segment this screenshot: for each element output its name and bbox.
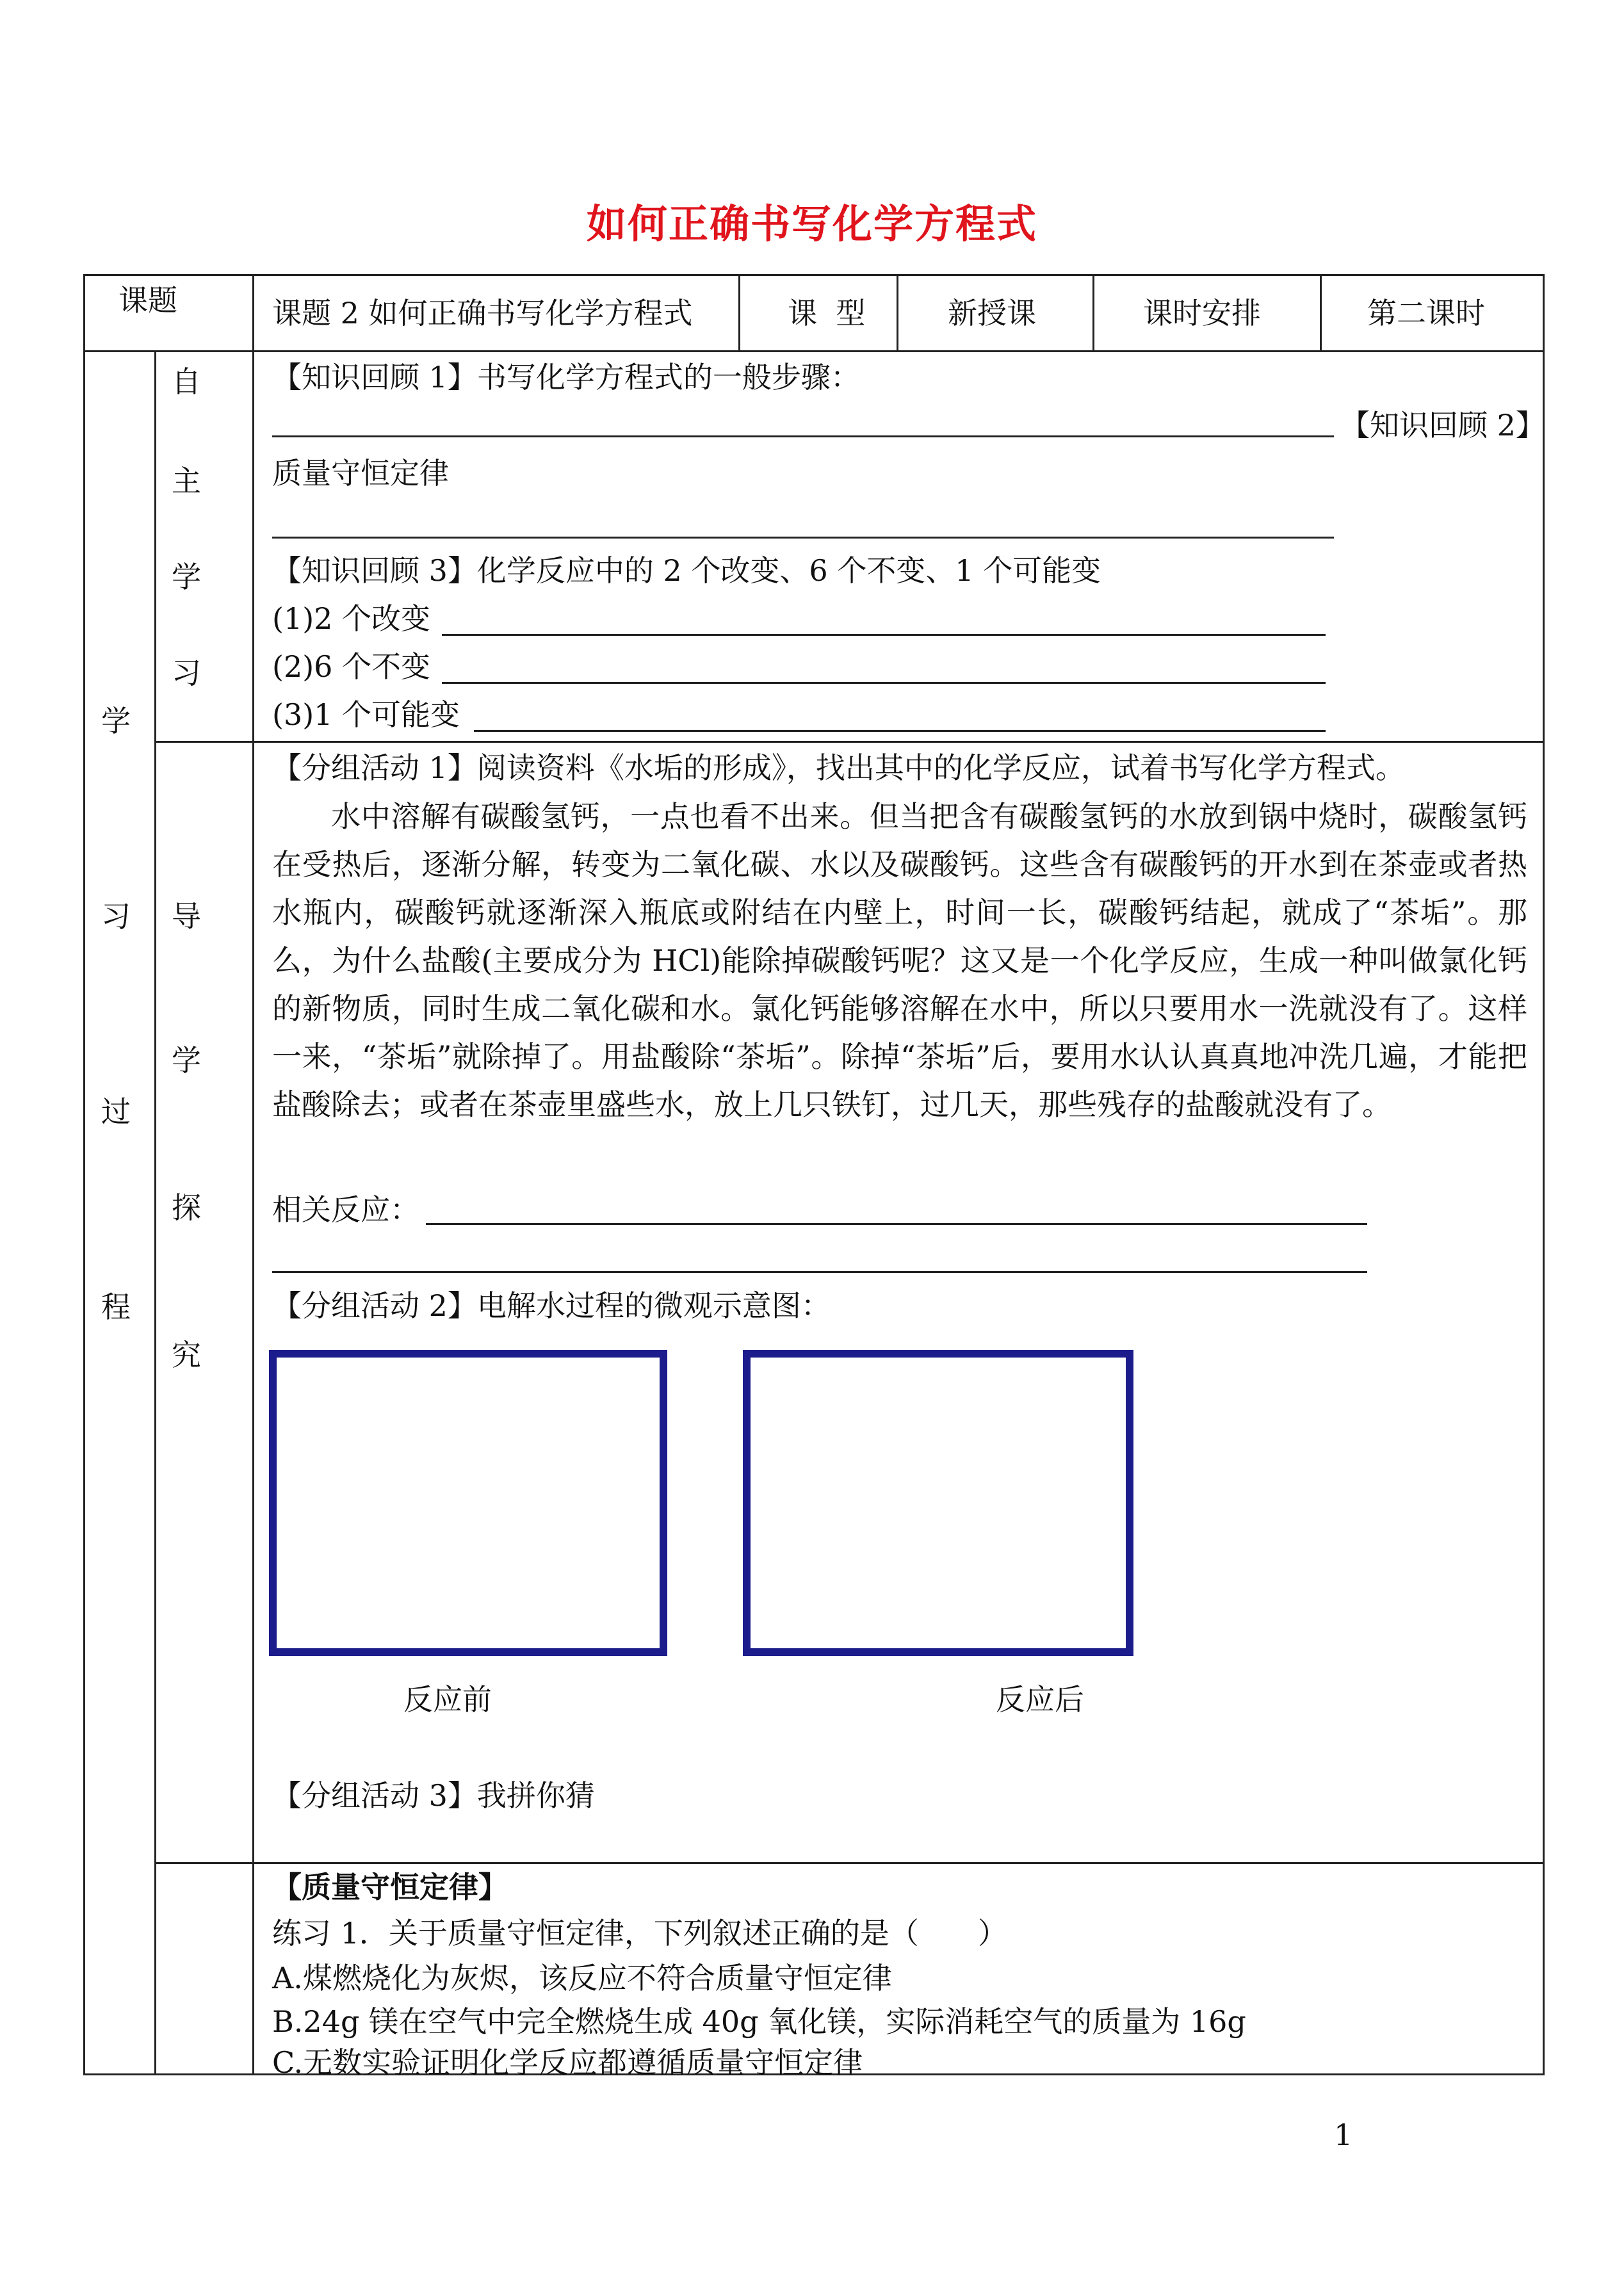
side-label-guided-4: 究 <box>172 1338 201 1372</box>
review-3: 【知识回顾 3】化学反应中的 2 个改变、6 个不变、1 个可能变 <box>272 553 1101 588</box>
activity1-related: 相关反应： <box>272 1192 419 1227</box>
side-label-process-2: 习 <box>101 899 131 934</box>
option-b: B.24g 镁在空气中完全燃烧生成 40g 氧化镁，实际消耗空气的质量为 16g <box>272 2004 1246 2039</box>
page-title: 如何正确书写化学方程式 <box>586 200 1037 247</box>
after-reaction-box <box>743 1350 1133 1656</box>
activity1-reading: 水中溶解有碳酸氢钙，一点也看不出来。但当把含有碳酸氢钙的水放到锅中烧时，碳酸氢钙在受热后，逐渐分解，转变为二氧化碳、水以及碳酸钙。这些含有碳酸钙的开水到在茶壶或者热水瓶内，碳酸钙就逐渐深入瓶底或附结在内壁上，时间一长，碳酸钙结起，就成了“茶垢”。那么，为什么盐酸(主要成分为 HCl)能除掉碳酸钙呢？这又是一个化学反应，生成一种叫做氯化钙的新物质，同时生成二氧化碳和水。氯化钙能够溶解在水中，所以只要用水一洗就没有了。这样一来，“茶垢”就除掉了。用盐酸除“茶垢”。除掉“茶垢”后，要用水认认真真地冲洗几遍，才能把盐酸除去；或者在茶壶里盛些水，放上几只铁钉，过几天，那些残存的盐酸就没有了。 <box>272 799 1527 1122</box>
header-schedule-value: 第二课时 <box>1367 296 1485 330</box>
review-1: 【知识回顾 1】书写化学方程式的一般步骤： <box>272 360 860 394</box>
side-label-guided-3: 探 <box>172 1190 201 1225</box>
side-label-process-4: 程 <box>101 1290 131 1324</box>
after-label: 反应后 <box>996 1682 1084 1717</box>
header-topic-value: 课题 2 如何正确书写化学方程式 <box>272 296 693 330</box>
activity3-heading: 【分组活动 3】我拼你猜 <box>272 1778 595 1813</box>
side-label-guided-1: 导 <box>172 899 201 934</box>
side-label-guided-2: 学 <box>172 1043 201 1078</box>
activity2-heading: 【分组活动 2】电解水过程的微观示意图： <box>272 1288 831 1323</box>
activity1-heading: 【分组活动 1】阅读资料《水垢的形成》，找出其中的化学反应，试着书写化学方程式。 <box>272 750 1405 785</box>
review-2-label: 【知识回顾 2】 <box>1340 408 1545 442</box>
review-item-2: (2)6 个不变 <box>272 649 431 684</box>
before-label: 反应前 <box>403 1682 492 1717</box>
option-a: A.煤燃烧化为灰烬，该反应不符合质量守恒定律 <box>272 1961 892 1995</box>
review-item-3: (3)1 个可能变 <box>272 697 460 732</box>
answer-line <box>272 1271 1367 1273</box>
side-label-self-3: 学 <box>172 560 201 594</box>
answer-line <box>442 634 1326 636</box>
header-label-schedule: 课时安排 <box>1143 296 1261 330</box>
answer-line <box>474 730 1326 732</box>
side-label-self-2: 主 <box>172 464 201 498</box>
answer-line <box>442 682 1326 684</box>
header-label-type: 课 型 <box>788 296 866 330</box>
review-2-text: 质量守恒定律 <box>272 456 449 491</box>
option-c: C.无数实验证明化学反应都遵循质量守恒定律 <box>272 2045 863 2080</box>
answer-line <box>426 1223 1367 1225</box>
conservation-heading: 【质量守恒定律】 <box>272 1870 508 1904</box>
answer-line <box>272 435 1334 437</box>
side-label-self-4: 习 <box>172 656 201 690</box>
page-number: 1 <box>1334 2118 1353 2152</box>
exercise-1: 练习 1．关于质量守恒定律，下列叙述正确的是（ ） <box>272 1916 1007 1950</box>
side-label-self-1: 自 <box>172 364 201 399</box>
header-type-value: 新授课 <box>948 296 1036 330</box>
side-label-process-1: 学 <box>101 704 131 738</box>
answer-line <box>272 537 1334 539</box>
before-reaction-box <box>269 1350 667 1656</box>
header-label-topic: 课题 <box>118 283 177 318</box>
side-label-process-3: 过 <box>101 1094 131 1129</box>
review-item-1: (1)2 个改变 <box>272 601 431 636</box>
